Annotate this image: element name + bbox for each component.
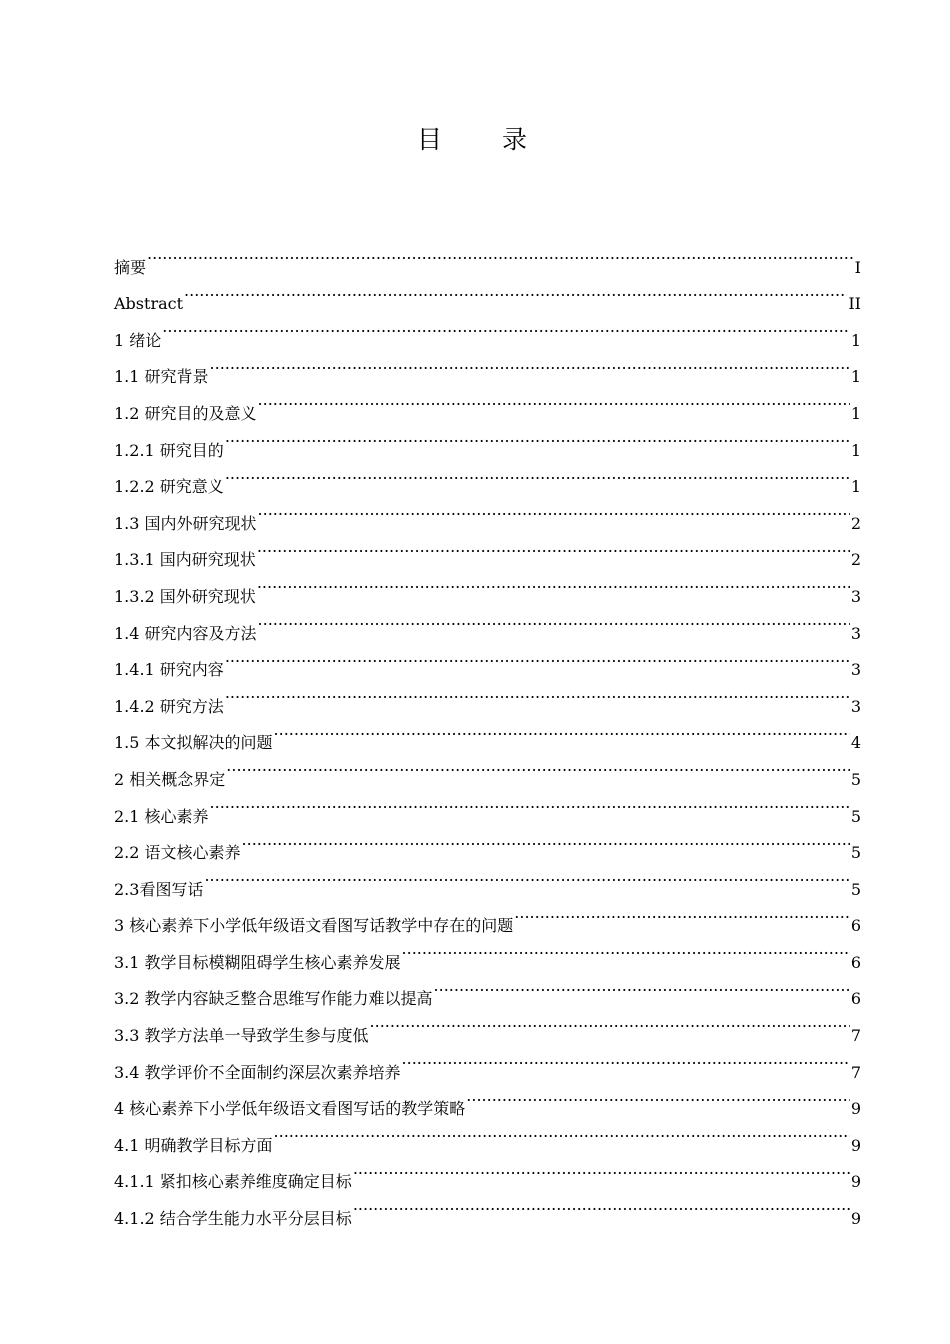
toc-leader-dots: [434, 968, 850, 1005]
toc-page-number: 6: [850, 952, 861, 972]
toc-leader-dots: [274, 1114, 850, 1151]
toc-page-number: 5: [850, 769, 861, 789]
toc-entry-text: 1.4 研究内容及方法: [114, 623, 257, 643]
toc-entry[interactable]: [114, 382, 861, 423]
toc-entry[interactable]: [114, 895, 861, 936]
toc-entry-text: 4.1 明确教学目标方面: [114, 1135, 273, 1155]
toc-leader-dots: [257, 565, 850, 602]
toc-entry-text: 摘要: [114, 257, 147, 277]
toc-leader-dots: [225, 675, 850, 712]
toc-entry[interactable]: [114, 419, 861, 460]
toc-entry[interactable]: [114, 273, 861, 314]
toc-entry-text: 3.4 教学评价不全面制约深层次素养培养: [114, 1062, 401, 1082]
toc-entry-text: 1.3.1 国内研究现状: [114, 550, 256, 570]
toc-entry-text: 4.1.2 结合学生能力水平分层目标: [114, 1209, 352, 1229]
toc-page-number: 7: [850, 1062, 861, 1082]
toc-entry[interactable]: [114, 236, 861, 277]
toc-page-number: 9: [850, 1135, 861, 1155]
toc-entry[interactable]: [114, 456, 861, 497]
toc-entry[interactable]: [114, 858, 861, 899]
toc-leader-dots: [257, 529, 850, 566]
toc-list: [114, 236, 861, 1229]
toc-page-number: 3: [850, 623, 861, 643]
toc-leader-dots: [258, 602, 850, 639]
toc-page-number: I: [854, 257, 861, 277]
toc-leader-dots: [225, 419, 850, 456]
toc-leader-dots: [466, 1078, 850, 1115]
toc-entry-text: 1.3.2 国外研究现状: [114, 586, 256, 606]
toc-title: 目 录: [417, 125, 553, 154]
toc-entry[interactable]: [114, 639, 861, 680]
toc-leader-dots: [204, 858, 849, 895]
toc-page-number: 2: [850, 513, 861, 533]
toc-leader-dots: [353, 1151, 850, 1188]
toc-page-number: 3: [850, 696, 861, 716]
toc-page-number: 3: [850, 660, 861, 680]
toc-entry[interactable]: [114, 346, 861, 387]
toc-entry-text: 1.5 本文拟解决的问题: [114, 733, 273, 753]
toc-page-number: 1: [850, 367, 861, 387]
toc-page-number: 6: [850, 989, 861, 1009]
toc-entry[interactable]: [114, 748, 861, 789]
toc-leader-dots: [242, 822, 850, 859]
toc-leader-dots: [225, 639, 850, 676]
toc-page-number: 2: [850, 550, 861, 570]
toc-entry-text: 1.2 研究目的及意义: [114, 403, 257, 423]
toc-leader-dots: [258, 492, 850, 529]
toc-page-number: 5: [850, 843, 861, 863]
toc-entry[interactable]: [114, 492, 861, 533]
toc-entry-text: 1.4.1 研究内容: [114, 660, 224, 680]
toc-entry-text: 4.1.1 紧扣核心素养维度确定目标: [114, 1172, 352, 1192]
toc-leader-dots: [184, 273, 847, 310]
toc-leader-dots: [147, 236, 854, 273]
toc-entry-text: 3.2 教学内容缺乏整合思维写作能力难以提高: [114, 989, 433, 1009]
toc-entry-text: 1.4.2 研究方法: [114, 696, 224, 716]
toc-leader-dots: [514, 895, 850, 932]
toc-entry-text: 1.2.1 研究目的: [114, 440, 224, 460]
toc-leader-dots: [402, 931, 850, 968]
toc-entry-text: 1.2.2 研究意义: [114, 477, 224, 497]
toc-entry-text: 3.3 教学方法单一导致学生参与度低: [114, 1026, 369, 1046]
toc-page-number: 4: [850, 733, 861, 753]
toc-leader-dots: [162, 309, 850, 346]
toc-entry-text: Abstract: [114, 294, 184, 314]
toc-entry-text: 3 核心素养下小学低年级语文看图写话教学中存在的问题: [114, 916, 514, 936]
toc-leader-dots: [225, 456, 850, 493]
toc-leader-dots: [226, 748, 850, 785]
toc-entry-text: 2.2 语文核心素养: [114, 843, 241, 863]
toc-page-number: 3: [850, 586, 861, 606]
toc-leader-dots: [210, 785, 850, 822]
toc-entry[interactable]: [114, 309, 861, 350]
toc-entry-text: 1 绪论: [114, 330, 162, 350]
toc-page-number: 9: [850, 1209, 861, 1229]
toc-page-number: 9: [850, 1172, 861, 1192]
toc-leader-dots: [402, 1041, 850, 1078]
toc-entry-text: 1.1 研究背景: [114, 367, 209, 387]
toc-page-number: 6: [850, 916, 861, 936]
toc-page-number: 7: [850, 1026, 861, 1046]
toc-page-number: 1: [850, 330, 861, 350]
toc-leader-dots: [210, 346, 850, 383]
toc-leader-dots: [353, 1187, 850, 1224]
toc-page-number: 5: [850, 879, 861, 899]
toc-entry[interactable]: [114, 822, 861, 863]
toc-entry-text: 2.1 核心素养: [114, 806, 209, 826]
toc-page-number: 1: [850, 477, 861, 497]
toc-leader-dots: [274, 712, 850, 749]
toc-page-number: 5: [850, 806, 861, 826]
toc-page-number: 9: [850, 1099, 861, 1119]
toc-entry-text: 4 核心素养下小学低年级语文看图写话的教学策略: [114, 1099, 466, 1119]
toc-entry[interactable]: [114, 712, 861, 753]
toc-entry-text: 3.1 教学目标模糊阻碍学生核心素养发展: [114, 952, 401, 972]
toc-entry[interactable]: [114, 785, 861, 826]
toc-entry[interactable]: [114, 675, 861, 716]
toc-entry-text: 2.3看图写话: [114, 879, 204, 899]
toc-page-number: II: [848, 294, 861, 314]
toc-entry-text: 2 相关概念界定: [114, 769, 226, 789]
toc-entry-text: 1.3 国内外研究现状: [114, 513, 257, 533]
toc-page-number: 1: [850, 403, 861, 423]
toc-leader-dots: [258, 382, 850, 419]
toc-page-number: 1: [850, 440, 861, 460]
toc-leader-dots: [370, 1004, 850, 1041]
